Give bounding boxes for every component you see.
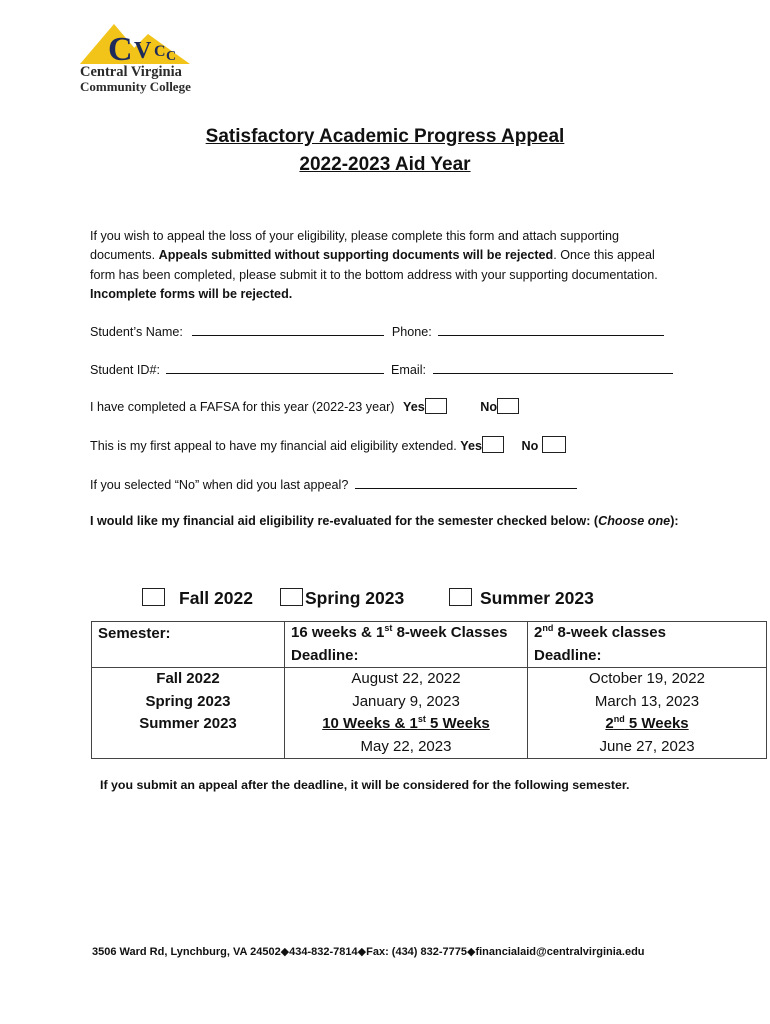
logo-letter-v: V — [134, 38, 152, 64]
fafsa-no-checkbox[interactable] — [497, 398, 519, 414]
phone-field[interactable] — [438, 322, 664, 336]
intro-warning-2: Incomplete forms will be rejected. — [90, 286, 293, 301]
phone-label: Phone: — [391, 325, 432, 339]
fafsa-yes-label: Yes — [403, 400, 425, 414]
semester-option-fall[interactable] — [142, 588, 253, 609]
summer-2023-label: Summer 2023 — [480, 588, 594, 608]
semester-prompt-choose: Choose one — [598, 514, 671, 528]
first-appeal-question: This is my first appeal to have my financial aid eligibility extended. — [90, 439, 457, 453]
intro-warning-1: Appeals submitted without supporting documents will be rejected — [158, 248, 554, 263]
logo-name-line2: Community College — [80, 79, 191, 94]
logo-letter-c: C — [108, 31, 133, 68]
spring-2023-checkbox[interactable] — [280, 588, 303, 606]
page-title: Satisfactory Academic Progress Appeal — [205, 126, 565, 147]
deadline-note: If you submit an appeal after the deadline, it will be considered for the following semester. — [100, 778, 630, 792]
last-appeal-question: If you selected “No” when did you last appeal? — [90, 478, 349, 492]
fafsa-question: I have completed a FAFSA for this year (2022-23 year) — [90, 400, 395, 414]
last-appeal-row — [90, 475, 577, 492]
name-phone-row — [90, 322, 664, 339]
fafsa-row — [90, 398, 519, 414]
semester-prompt-end: ): — [670, 514, 679, 528]
intro-paragraph — [90, 227, 680, 304]
first-appeal-row — [90, 436, 566, 453]
table-header-row — [92, 622, 767, 668]
first-appeal-no-checkbox[interactable] — [542, 436, 566, 453]
intro-text-2: . Once this appeal form has been completed, please submit it to the bottom address with your supporting documentation. — [90, 248, 658, 282]
first-appeal-no-label: No — [521, 439, 539, 453]
fall-2022-label: Fall 2022 — [179, 588, 253, 608]
logo-name-line1: Central Virginia — [80, 64, 182, 80]
fafsa-yes-checkbox[interactable] — [425, 398, 447, 414]
spring-2023-label: Spring 2023 — [305, 588, 405, 608]
table-row — [92, 668, 767, 759]
email-label: Email: — [391, 363, 427, 377]
logo-letter-c2: C — [154, 43, 166, 60]
col2-header: 16 weeks & 1st 8-week Classes Deadline: — [285, 622, 528, 668]
semester-prompt — [90, 512, 690, 531]
row-col3-dates: October 19, 2022 March 13, 2023 2nd 5 Weeks June 27, 2023 — [528, 668, 767, 759]
student-name-field[interactable] — [192, 322, 384, 336]
semester-prompt-text: I would like my financial aid eligibility re-evaluated for the semester checked below: ( — [90, 514, 599, 528]
email-field[interactable] — [433, 360, 673, 374]
fall-2022-checkbox[interactable] — [142, 588, 165, 606]
student-name-label: Student’s Name: — [90, 325, 183, 339]
intro-text-1: If you wish to appeal the loss of your eligibility, please complete this form and attach supporting documents. — [90, 229, 619, 263]
row-fall-semester: Fall 2022 Spring 2023 Summer 2023 — [92, 668, 285, 759]
deadline-table — [91, 621, 767, 759]
student-id-label: Student ID#: — [90, 363, 161, 377]
semester-option-summer[interactable] — [449, 588, 594, 609]
col3-header: 2nd 8-week classes Deadline: — [528, 622, 767, 668]
aid-year-title: 2022-2023 Aid Year — [299, 154, 471, 175]
row-col2-dates: August 22, 2022 January 9, 2023 10 Weeks & 1st 5 Weeks May 22, 2023 — [285, 668, 528, 759]
semester-header: Semester: — [92, 622, 285, 668]
semester-option-spring[interactable] — [280, 588, 404, 609]
id-email-row — [90, 360, 673, 377]
fafsa-no-label: No — [480, 400, 498, 414]
first-appeal-yes-label: Yes — [460, 439, 483, 453]
logo-letter-c3: C — [166, 49, 177, 64]
summer-2023-checkbox[interactable] — [449, 588, 472, 606]
student-id-field[interactable] — [166, 360, 384, 374]
first-appeal-yes-checkbox[interactable] — [482, 436, 504, 453]
last-appeal-field[interactable] — [355, 475, 577, 489]
footer-address: 3506 Ward Rd, Lynchburg, VA 24502◆434-832-7814◆Fax: (434) 832-7775◆financialaid@centralvirginia.edu — [92, 946, 645, 958]
